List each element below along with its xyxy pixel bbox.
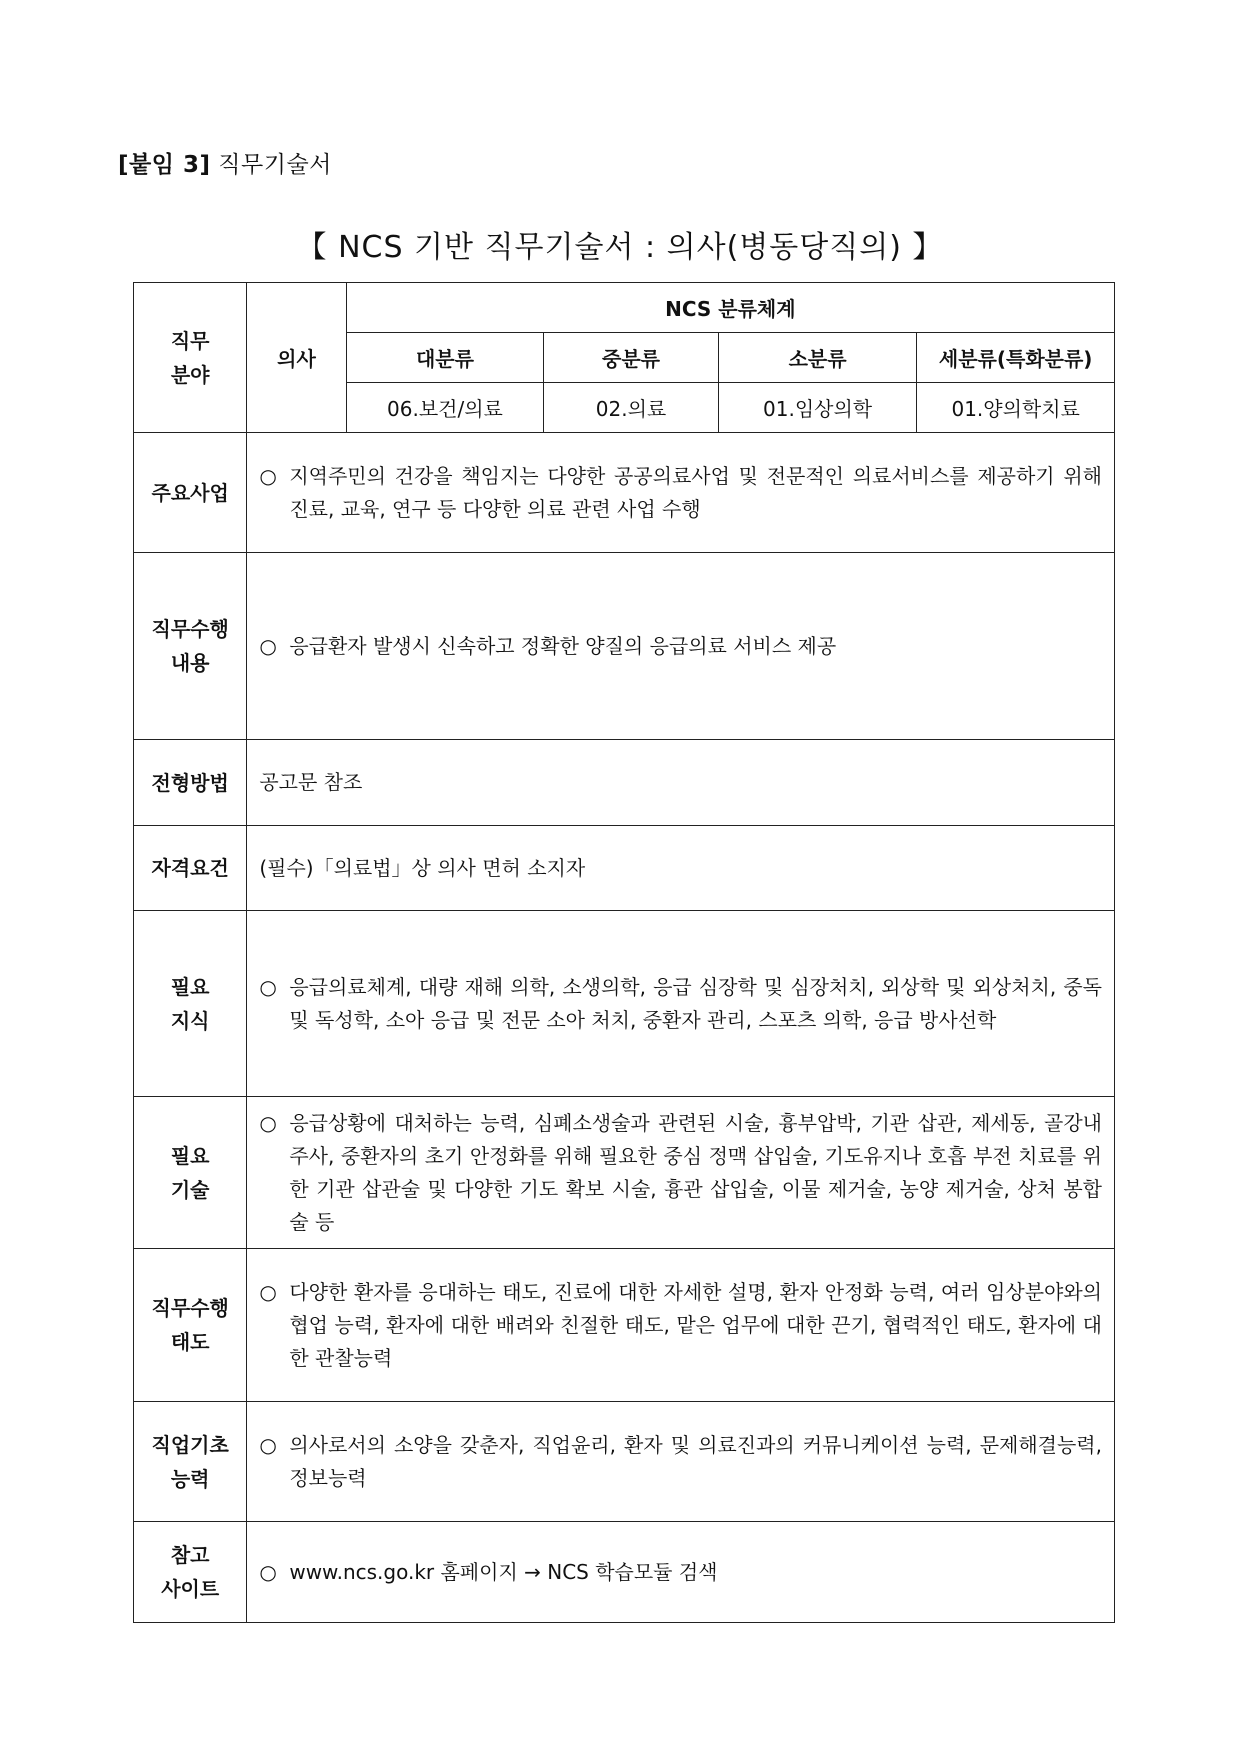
qualification-text: (필수)「의료법」상 의사 면허 소지자 xyxy=(247,826,1115,911)
basic-ability-label: 직업기초 능력 xyxy=(134,1402,247,1522)
skills-row xyxy=(134,1097,1115,1249)
reference-row xyxy=(134,1522,1115,1623)
main-business-label: 주요사업 xyxy=(134,433,247,553)
ncs-val-detail: 01.양의학치료 xyxy=(917,383,1115,433)
selection-row xyxy=(134,740,1115,826)
bullet-icon: ○ xyxy=(259,1279,277,1304)
reference-text: www.ncs.go.kr 홈페이지 → NCS 학습모듈 검색 xyxy=(289,1559,718,1584)
ncs-col-minor: 소분류 xyxy=(718,333,917,383)
main-business-content xyxy=(247,433,1115,553)
knowledge-text: 응급의료체계, 대량 재해 의학, 소생의학, 응급 심장학 및 심장처치, 외상학 및 외상처치, 중독 및 독성학, 소아 응급 및 전문 소아 처치, 중환자 관리, 스포츠 의학, 응급 방사선학 xyxy=(289,974,1102,1032)
document-title: 【 NCS 기반 직무기술서 : 의사(병동당직의) 】 xyxy=(296,230,944,265)
skills-label: 필요 기술 xyxy=(134,1097,247,1249)
knowledge-content xyxy=(247,911,1115,1097)
ncs-header: NCS 분류체계 xyxy=(346,283,1114,333)
attitude-row xyxy=(134,1249,1115,1402)
duties-content xyxy=(247,553,1115,740)
attitude-label: 직무수행 태도 xyxy=(134,1249,247,1402)
attachment-label: 직무기술서 xyxy=(218,152,332,178)
bullet-icon: ○ xyxy=(259,1559,277,1584)
selection-text: 공고문 참조 xyxy=(247,740,1115,826)
main-business-row xyxy=(134,433,1115,553)
ncs-val-major: 06.보건/의료 xyxy=(346,383,544,433)
job-field-name: 의사 xyxy=(247,283,346,433)
ncs-col-major: 대분류 xyxy=(346,333,544,383)
reference-label: 참고 사이트 xyxy=(134,1522,247,1623)
duties-row xyxy=(134,553,1115,740)
main-business-text: 지역주민의 건강을 책임지는 다양한 공공의료사업 및 전문적인 의료서비스를 제공하기 위해 진료, 교육, 연구 등 다양한 의료 관련 사업 수행 xyxy=(289,463,1102,521)
bullet-icon: ○ xyxy=(259,463,277,488)
qualification-label: 자격요건 xyxy=(134,826,247,911)
skills-content xyxy=(247,1097,1115,1249)
basic-ability-content xyxy=(247,1402,1115,1522)
knowledge-label: 필요 지식 xyxy=(134,911,247,1097)
ncs-col-middle: 중분류 xyxy=(544,333,719,383)
knowledge-row xyxy=(134,911,1115,1097)
ncs-val-middle: 02.의료 xyxy=(544,383,719,433)
attitude-content xyxy=(247,1249,1115,1402)
ncs-col-detail: 세분류(특화분류) xyxy=(917,333,1115,383)
selection-label: 전형방법 xyxy=(134,740,247,826)
ncs-header-row xyxy=(134,283,1115,333)
skills-text: 응급상황에 대처하는 능력, 심폐소생술과 관련된 시술, 흉부압박, 기관 삽관, 제세동, 골강내 주사, 중환자의 초기 안정화를 위해 필요한 중심 정맥 삽입술, 기도유지나 호흡 부전 치료를 위한 기관 삽관술 및 다양한 기도 확보 시술, 흉관 삽입술, 이물 제거술, 농양 제거술, 상처 봉합술 등 xyxy=(289,1110,1102,1234)
attachment-heading xyxy=(118,146,332,179)
attitude-text: 다양한 환자를 응대하는 태도, 진료에 대한 자세한 설명, 환자 안정화 능력, 여러 임상분야와의 협업 능력, 환자에 대한 배려와 친절한 태도, 맡은 업무에 대한 끈기, 협력적인 태도, 환자에 대한 관찰능력 xyxy=(289,1279,1102,1370)
job-description-table xyxy=(133,282,1115,1623)
duties-text: 응급환자 발생시 신속하고 정확한 양질의 응급의료 서비스 제공 xyxy=(289,633,837,658)
bullet-icon: ○ xyxy=(259,1110,277,1135)
bullet-icon: ○ xyxy=(259,1432,277,1457)
bullet-icon: ○ xyxy=(259,633,277,658)
reference-content xyxy=(247,1522,1115,1623)
ncs-val-minor: 01.임상의학 xyxy=(718,383,917,433)
bullet-icon: ○ xyxy=(259,974,277,999)
duties-label: 직무수행 내용 xyxy=(134,553,247,740)
qualification-row xyxy=(134,826,1115,911)
job-field-label: 직무 분야 xyxy=(134,283,247,433)
attachment-tag: [붙임 3] xyxy=(118,152,211,178)
basic-ability-row xyxy=(134,1402,1115,1522)
basic-ability-text: 의사로서의 소양을 갖춘자, 직업윤리, 환자 및 의료진과의 커뮤니케이션 능력, 문제해결능력, 정보능력 xyxy=(289,1432,1102,1490)
